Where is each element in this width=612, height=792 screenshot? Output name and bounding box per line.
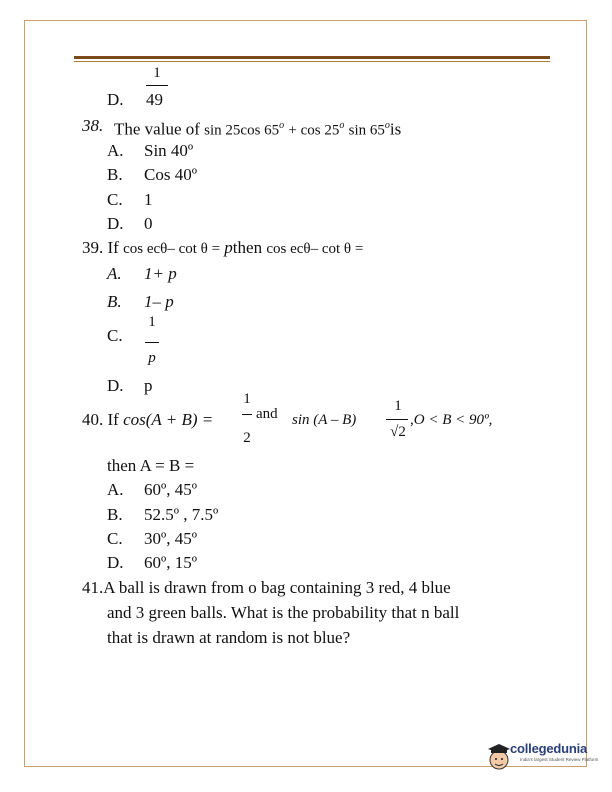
q40-frac2-numerator: 1 — [394, 398, 402, 414]
q37-d-fraction-bar — [146, 85, 168, 86]
q40-option-b-label: B. — [107, 505, 123, 524]
q39-option-a-text: 1+ p — [144, 264, 177, 283]
q40-expr1: cos(A + B) = — [123, 410, 214, 429]
q39-if: If — [107, 238, 119, 257]
brand-name: collegedunia — [510, 741, 588, 756]
q40-frac2-denominator: √2 — [390, 424, 406, 440]
q38-option-c-label: C. — [107, 190, 123, 209]
q38-degree-3: o — [384, 120, 390, 131]
q39-c-fraction-bar — [145, 342, 159, 343]
q41-line-3: that is drawn at random is not blue? — [107, 628, 351, 647]
q39-option-d-text: p — [144, 376, 153, 395]
q40-then-line: then A = B = — [107, 456, 195, 475]
q40-frac1-bar — [242, 414, 252, 415]
q40-stem-left — [82, 410, 213, 430]
q38-expr-part2: + cos 25 — [288, 122, 340, 139]
q38-expr-part1: sin 25cos 65 — [204, 122, 280, 139]
q38-stem-suffix: is — [389, 119, 402, 139]
q40-condition: ,O < B < 90º, — [410, 412, 493, 428]
q38-stem-prefix: The value of — [114, 119, 200, 139]
q39-option-b-label: B. — [107, 292, 122, 311]
header-rule-thin — [74, 61, 550, 62]
q40-and: and — [256, 406, 278, 422]
q38-option-d-label: D. — [107, 214, 124, 233]
q39-c-numerator: 1 — [148, 314, 156, 330]
q38-option-b-label: B. — [107, 165, 123, 184]
q40-option-c-label: C. — [107, 529, 123, 548]
brand-tagline: India's largest Student Review Platform — [520, 757, 599, 762]
q40-option-c-text: 30º, 45º — [144, 529, 198, 548]
q37-d-denominator: 49 — [146, 90, 163, 109]
q40-option-a-label: A. — [107, 480, 124, 499]
q39-option-b-text: 1– p — [144, 292, 174, 311]
q38-option-a-text: Sin 40º — [144, 141, 194, 160]
q39-expr-left: cos ecθ– cot θ = — [123, 241, 221, 257]
q38-number: 38. — [82, 116, 104, 135]
footer-rule — [24, 766, 454, 767]
q40-frac2-bar — [386, 419, 408, 420]
q38-option-a-label: A. — [107, 141, 124, 160]
q38-option-d-text: 0 — [144, 214, 153, 233]
q39-number: 39. — [82, 238, 104, 257]
q39-then: then — [232, 238, 263, 257]
q40-if: If — [107, 410, 119, 429]
q39-stem — [82, 238, 363, 259]
q41-line-1: 41.A ball is drawn from o bag containing 3 red, 4 blue — [82, 578, 451, 597]
q40-option-b-text: 52.5º , 7.5º — [144, 505, 219, 524]
q40-option-d-text: 60º, 15º — [144, 553, 198, 572]
q37-option-d-label: D. — [107, 90, 124, 109]
q40-option-d-label: D. — [107, 553, 124, 572]
q39-var-p: p — [224, 238, 233, 257]
q40-number: 40. — [82, 410, 104, 429]
q37-d-numerator: 1 — [153, 65, 161, 81]
q40-option-a-text: 60º, 45º — [144, 480, 198, 499]
q41-line-2: and 3 green balls. What is the probability that n ball — [107, 603, 460, 622]
q38-option-c-text: 1 — [144, 190, 153, 209]
q38-degree-1: o — [279, 120, 285, 131]
q39-expr-right: cos ecθ– cot θ = — [266, 241, 364, 257]
q38-degree-2: o — [339, 120, 345, 131]
q40-frac1-numerator: 1 — [243, 391, 251, 407]
q40-frac1-denominator: 2 — [243, 430, 251, 446]
q39-option-a-label: A. — [107, 264, 122, 283]
q38-option-b-text: Cos 40º — [144, 165, 197, 184]
q39-option-c-label: C. — [107, 326, 123, 345]
q38-expr-part3: sin 65 — [348, 122, 385, 139]
header-rule — [74, 56, 550, 59]
q40-expr2: sin (A – B) — [292, 412, 357, 428]
q39-option-d-label: D. — [107, 376, 124, 395]
q38-stem — [114, 116, 401, 141]
q39-c-denominator: p — [148, 350, 156, 366]
